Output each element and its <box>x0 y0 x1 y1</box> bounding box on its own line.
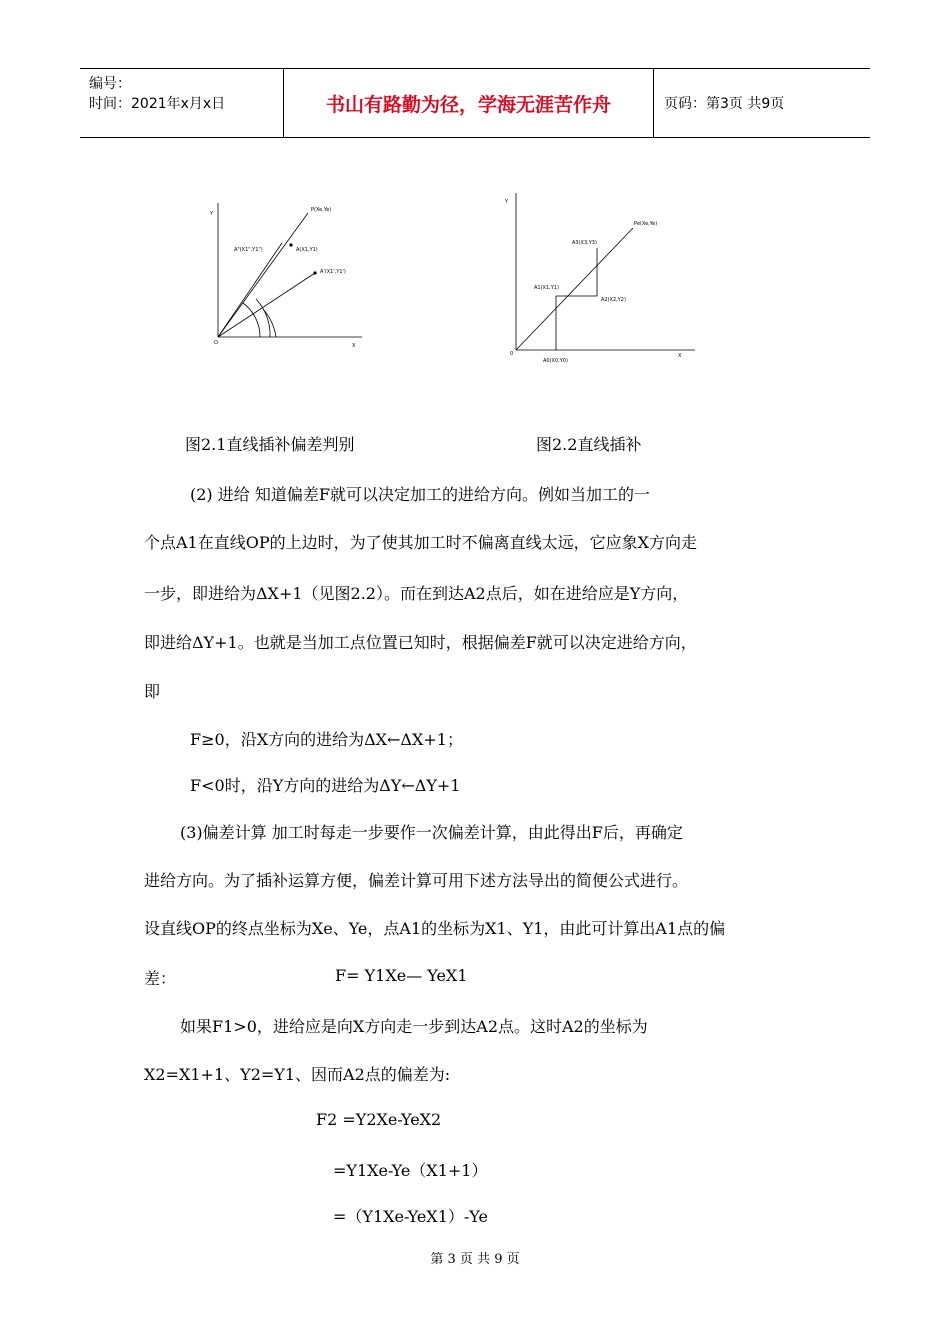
paragraph-line: 个点A1在直线OP的上边时，为了使其加工时不偏离直线太远，它应象X方向走 <box>144 533 698 552</box>
paragraph-line: 差： <box>144 969 177 988</box>
paragraph-line: 设直线OP的终点坐标为Xe、Ye，点A1的坐标为X1、Y1，由此可计算出A1点的偏 <box>144 919 726 938</box>
header-meta <box>80 69 283 137</box>
point-pe-label: Pe(Xe,Ye) <box>634 221 658 227</box>
figure-2-2-diagram <box>500 185 700 370</box>
deviation-formula: F= Y1Xe— YeX1 <box>335 966 468 985</box>
paragraph-line: 即 <box>144 682 161 701</box>
paragraph-line: 一步，即进给为ΔX+1（见图2.2）。而在到达A2点后，如在进给应是Y方向， <box>144 584 689 603</box>
feed-rule-y: F<0时，沿Y方向的进给为ΔY←ΔY+1 <box>190 776 461 795</box>
header-motto: 书山有路勤为径，学海无涯苦作舟 <box>325 93 611 116</box>
x-axis-label: X <box>678 353 682 359</box>
figure-2-1-caption: 图2.1直线插补偏差判别 <box>185 435 355 454</box>
point-a <box>289 243 292 246</box>
number-label: 编号： <box>89 76 131 92</box>
formula-line: =Y1Xe-Ye（X1+1） <box>333 1161 488 1180</box>
angle-arc <box>256 299 270 337</box>
page-footer: 第 3 页 共 9 页 <box>430 1252 520 1267</box>
figure-2-2-caption: 图2.2直线插补 <box>536 435 642 454</box>
angle-arc <box>243 303 260 337</box>
origin-label: O <box>214 340 218 346</box>
point-a-double-prime-label: A"(X1",Y1") <box>234 247 263 253</box>
page-number-label: 页码：第3页 共9页 <box>664 96 785 112</box>
point-a1-label: A1(X1,Y1) <box>534 285 559 291</box>
feed-rule-x: F≥0，沿X方向的进给为ΔX←ΔX+1； <box>190 730 463 749</box>
point-a3-label: A3(X3,Y3) <box>572 240 597 246</box>
point-a-label: A(X1,Y1) <box>296 247 318 253</box>
point-p-label: P(Xe,Ye) <box>311 207 332 213</box>
step-path <box>556 248 597 350</box>
line-op <box>218 213 308 337</box>
y-axis-label: Y <box>505 199 509 205</box>
point-a2-label: A2(X2,Y2) <box>601 297 626 303</box>
line-oa-double-prime <box>218 243 282 337</box>
x-axis-label: X <box>352 343 356 349</box>
date-label: 时间：2021年x月x日 <box>89 96 226 112</box>
page-header <box>80 68 870 138</box>
origin-label: 0 <box>510 351 514 357</box>
point-a0-label: A0(X0,Y0) <box>543 358 568 364</box>
paragraph-line: 进给方向。为了插补运算方便，偏差计算可用下述方法导出的简便公式进行。 <box>144 871 689 890</box>
angle-arc <box>263 309 276 337</box>
paragraph-line: X2=X1+1、Y2=Y1、因而A2点的偏差为: <box>144 1065 451 1084</box>
paragraph-line: 即进给ΔY+1。也就是当加工点位置已知时，根据偏差F就可以决定进给方向， <box>144 633 697 652</box>
paragraph-line: (2) 进给 知道偏差F就可以决定加工的进给方向。例如当加工的一 <box>190 485 650 504</box>
figure-2-1-diagram <box>200 195 375 355</box>
formula-line: F2 =Y2Xe-YeX2 <box>316 1110 442 1129</box>
point-a-prime <box>313 271 316 274</box>
y-axis-label: Y <box>210 211 214 217</box>
paragraph-line: (3)偏差计算 加工时每走一步要作一次偏差计算，由此得出F后，再确定 <box>180 823 683 842</box>
point-a-prime-label: A'(X1',Y1') <box>320 269 346 275</box>
paragraph-line: 如果F1>0，进给应是向X方向走一步到达A2点。这时A2的坐标为 <box>180 1017 648 1036</box>
line-oa-prime <box>218 273 315 337</box>
formula-line: =（Y1Xe-YeX1）-Ye <box>333 1207 488 1226</box>
